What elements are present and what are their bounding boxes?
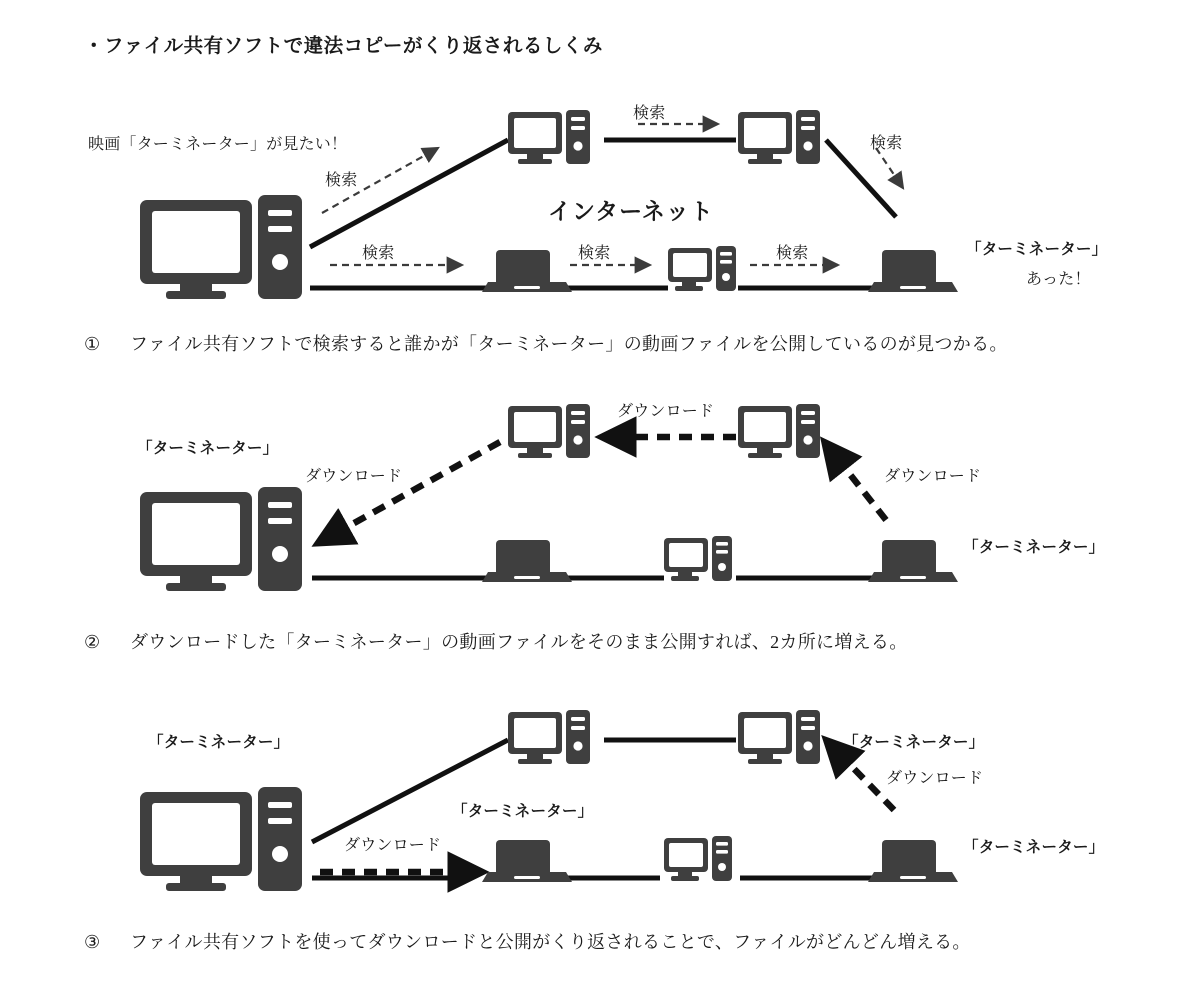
label-s3-download-bottom: ダウンロード [344, 837, 442, 854]
caption-step3-number: ③ [84, 932, 101, 952]
caption-step2 [84, 628, 908, 654]
caption-step1-number: ① [84, 334, 101, 354]
label-s3-terminator-bottom-right: 「ターミネーター」 [963, 839, 1105, 856]
caption-step3 [84, 928, 971, 954]
caption-step2-text: ダウンロードした「ターミネーター」の動画ファイルをそのまま公開すれば、2カ所に増える。 [130, 632, 908, 652]
label-found-terminator: 「ターミネーター」 [966, 241, 1108, 258]
page-title: ・ファイル共有ソフトで違法コピーがくり返されるしくみ [84, 36, 603, 57]
caption-step1-text: ファイル共有ソフトで検索すると誰かが「ターミネーター」の動画ファイルを公開しているのが見つかる。 [130, 334, 1008, 354]
label-search-5: 検索 [633, 105, 666, 122]
caption-step3-text: ファイル共有ソフトを使ってダウンロードと公開がくり返されることで、ファイルがどんどん増える。 [130, 932, 971, 952]
label-s3-terminator-left: 「ターミネーター」 [148, 734, 290, 751]
label-search-4: 検索 [776, 245, 809, 262]
label-search-6: 検索 [870, 135, 903, 152]
label-s3-download-right: ダウンロード [886, 770, 984, 787]
label-s2-terminator-left: 「ターミネーター」 [137, 440, 279, 457]
label-s2-download-right: ダウンロード [884, 468, 982, 485]
label-search-1: 検索 [325, 172, 358, 189]
caption-step1 [84, 330, 1008, 356]
label-found-exclaim: あった！ [1026, 271, 1091, 288]
label-s3-terminator-top-right: 「ターミネーター」 [843, 734, 985, 751]
label-internet: インターネット [548, 199, 714, 224]
label-s2-terminator-right: 「ターミネーター」 [963, 539, 1105, 556]
label-search-3: 検索 [578, 245, 611, 262]
label-search-2: 検索 [362, 245, 395, 262]
label-want-movie: 映画「ターミネーター」が見たい！ [88, 136, 348, 153]
caption-step2-number: ② [84, 632, 101, 652]
label-s3-terminator-middle: 「ターミネーター」 [452, 803, 594, 820]
label-s2-download-left: ダウンロード [305, 468, 403, 485]
label-s2-download-top: ダウンロード [617, 403, 715, 420]
